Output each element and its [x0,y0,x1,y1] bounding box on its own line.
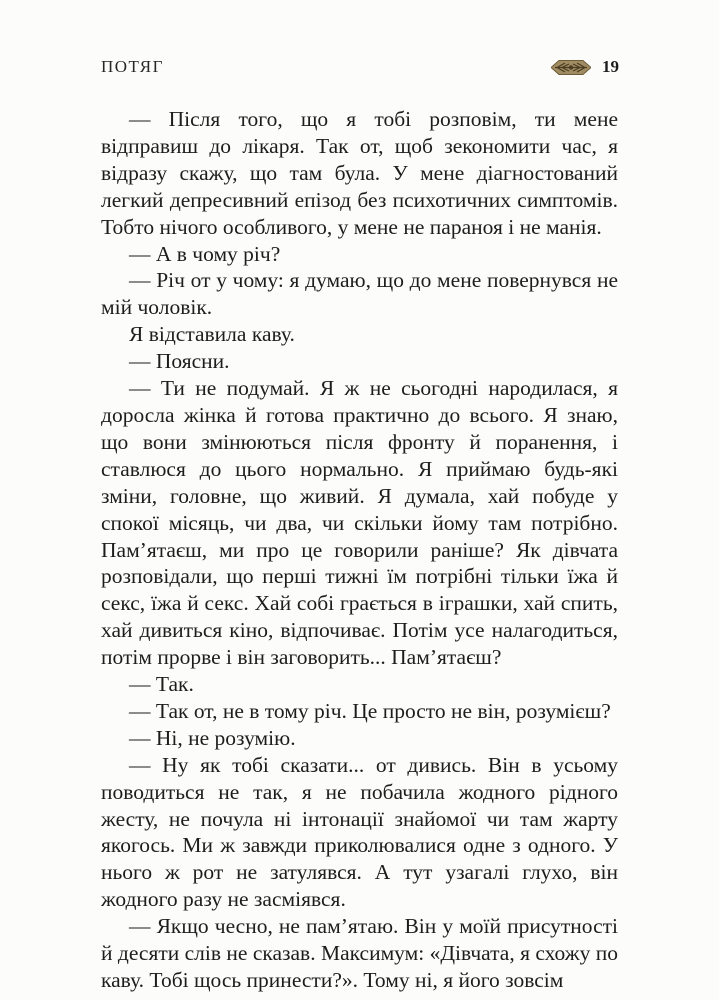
paragraph: — Ти не подумай. Я ж не сьогодні народилася, я доросла жінка й готова практично до всього. Я знаю, що вони змінюються після фронту й поранення, і ставлюся до цього нормально. Я приймаю будь-які зміни, головне, що живий. Я думала, хай побуде у спокої місяць, чи два, чи скільки йому там потрібно. Пам’ятаєш, ми про це говорили раніше? Як дівчата розповідали, що перші тижні їм потрібні тільки їжа й секс, їжа й секс. Хай собі грається в іграшки, хай спить, хай дивиться кіно, відпочиває. Потім усе налагодиться, потім прорве і він заговорить... Пам’ятаєш? [101,376,618,670]
paragraph: — Ну як тобі сказати... от дивись. Він в усьому поводиться не так, я не побачила жодного рідного жесту, не почула ні інтонації знайомої чи там жарту якогось. Ми ж завжди приколювалися одне з одного. У нього ж рот не затулявся. А тут узагалі глухо, він жодного разу не засміявся. [101,752,618,912]
ornament-center-dot [569,65,573,69]
header-right-group [551,57,619,77]
paragraph: — Річ от у чому: я думаю, що до мене повернувся не мій чоловік. [101,268,618,320]
running-header [101,56,619,78]
paragraph: — Після того, що я тобі розповім, ти мене відправиш до лікаря. Так от, щоб зекономити час, я відразу скажу, що там була. У мене діагностований легкий депресивний епізод без психотичних симптомів. Тобто нічого особливого, у мене не параноя і не манія. [101,107,618,239]
book-title: ПОТЯГ [101,57,164,76]
paragraph: — Так от, не в тому річ. Це просто не він, розумієш? [129,698,611,723]
paragraph: — А в чому річ? [129,241,281,266]
paragraph: Я відставила каву. [129,322,295,347]
paragraph: — Ні, не розумію. [129,725,296,750]
paragraph: — Якщо чесно, не пам’ятаю. Він у моїй присутності й десяти слів не сказав. Максимум: «Дівчата, я схожу по каву. Тобі щось принести?». Тому ні, я його зовсім [101,914,618,992]
paragraph: — Так. [129,672,194,697]
paragraph: — Поясни. [129,349,230,374]
page-body-text [101,106,618,994]
page-number: 19 [602,57,619,76]
decorative-ornament-icon [551,60,591,75]
